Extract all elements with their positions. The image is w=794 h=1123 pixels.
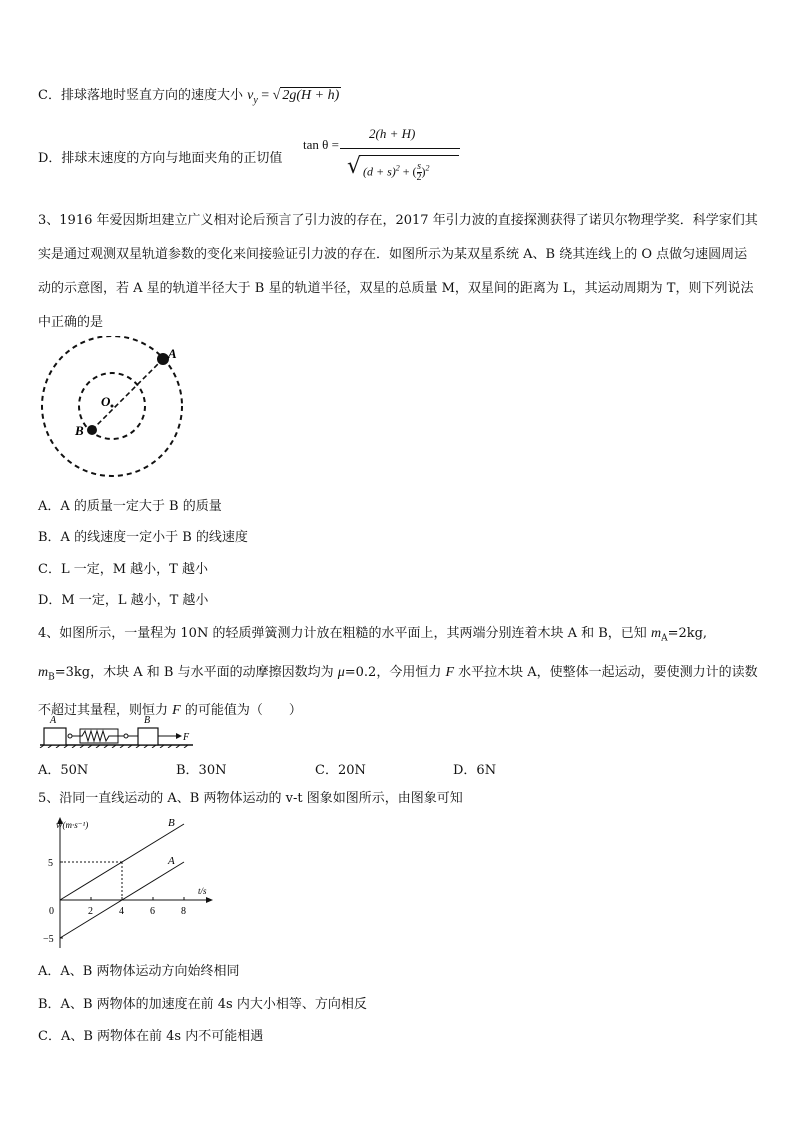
q3-binary-star-figure [38, 336, 188, 486]
sqrt-sign: √ [347, 154, 362, 179]
sqrt-sign: √ [272, 88, 281, 103]
q3-option-c: C．L 一定，M 越小，T 越小 [38, 562, 208, 577]
q2-d-denominator: $(d + s)^2$ + ( $\frac{s}{2}$ )$^2$ [363, 161, 430, 183]
q4-option-a: A．50N [38, 763, 89, 778]
q3-option-b: B．A 的线速度一定小于 B 的线速度 [38, 530, 248, 545]
x-axis-label: t/s [198, 886, 207, 896]
q4-spring-figure [38, 712, 198, 748]
label-b: B [75, 423, 84, 438]
label-o: O [101, 394, 111, 409]
q2-option-d-formula: tan θ = 2(h + H) √ $(d + s)^2$ + ( $\frac{s}{2}$ )$^2$ [303, 124, 463, 190]
q2-option-c-text: C．排球落地时竖直方向的速度大小 [38, 88, 243, 103]
q2-option-d [38, 150, 282, 168]
y-axis-label: v/(m·s⁻¹) [56, 820, 89, 830]
q3-stem: 3、1916 年爱因斯坦建立广义相对论后预言了引力波的存在，2017 年引力波的直接探测获得了诺贝尔物理学奖．科学家们其实是通过观测双星轨道参数的变化来间接验证引力波的存在．如图所示为某双星系统 A、B 绕其连线上的 O 点做匀速圆周运动的示意图，若 A 星的轨道半径大于 B 星的轨道半径，双星的总质量 M，双星间的距离为 L，其运动周期为 T，则下列说法中正确的是 [38, 213, 758, 330]
x-axis-arrow [206, 897, 213, 903]
q2-option-d-text: D．排球末速度的方向与地面夹角的正切值 [38, 151, 283, 166]
q3-option-d: D．M 一定，L 越小，T 越小 [38, 593, 209, 608]
series-line-b [60, 824, 184, 900]
y-tick-label: 5 [48, 858, 53, 869]
x-tick-label: 4 [119, 906, 124, 917]
q5-option-c: C．A、B 两物体在前 4s 内不可能相遇 [38, 1029, 264, 1044]
y-tick-label: −5 [43, 934, 54, 945]
q5-vt-chart [38, 814, 218, 952]
x-tick-label: 2 [88, 906, 93, 917]
q3-option-a: A．A 的质量一定大于 B 的质量 [38, 499, 222, 514]
sqrt-bar [361, 155, 459, 156]
x-tick-label: 8 [181, 906, 186, 917]
q4-option-b: B．30N [176, 763, 227, 778]
x-tick-label: 0 [49, 906, 54, 917]
q2-option-c [38, 87, 341, 110]
label-a: A [168, 346, 177, 361]
q4-option-c: C．20N [315, 763, 366, 778]
q2-option-c-formula: $v_y$ = √ 2g(H + h) [247, 88, 340, 106]
series-label-a: A [168, 855, 175, 867]
q4-option-d: D．6N [453, 763, 497, 778]
q5-stem: 5、沿同一直线运动的 A、B 两物体运动的 v-t 图象如图所示，由图象可知 [38, 791, 463, 806]
x-tick-label: 6 [150, 906, 155, 917]
q5-option-b: B．A、B 两物体的加速度在前 4s 内大小相等、方向相反 [38, 997, 367, 1012]
block-b-label: B [144, 715, 151, 726]
q5-option-a: A．A、B 两物体运动方向始终相同 [38, 964, 240, 979]
star-b [87, 425, 97, 435]
force-label: F [183, 732, 190, 743]
block-a [44, 728, 66, 745]
block-a-label: A [50, 715, 57, 726]
center-point-o [111, 405, 114, 408]
fraction-bar [340, 148, 460, 149]
series-label-b: B [168, 817, 175, 829]
q4-stem: 4、如图所示，一量程为 10N 的轻质弹簧测力计放在粗糙的水平面上，其两端分别连着木块 A 和 B，已知 $m_A=2kg$, $m_B=3kg$，木块 A 和 B 与水平面的动摩擦因数均为 μ=0.2，今用恒力 F 水平拉木块 A，使整体一起运动，要使测力计的读数不超过其量程，则恒力 F 的可能值为（ ） [38, 626, 758, 719]
block-b [138, 728, 158, 745]
